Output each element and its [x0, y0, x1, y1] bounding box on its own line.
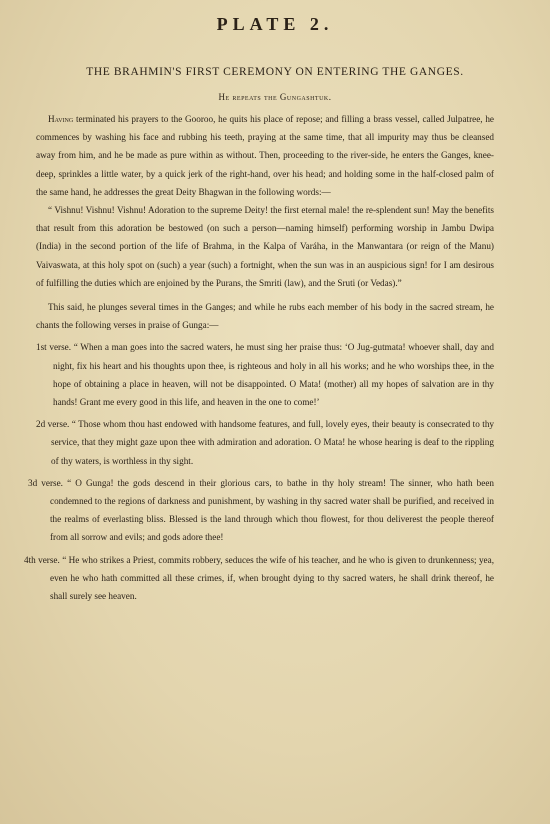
paragraph-2: “ Vishnu! Vishnu! Vishnu! Adoration to the supreme Deity! the first eternal male! the re-splendent sun! May the benefits that result from this adoration be bestowed (on such a person—naming himself) performing worship in Jambu Dwipa (India) in the second portion of the life of Brahma, in the Kalpa of Varáha, in the Manwantara (or reign of the Manu) Vaivaswata, at this holy spot on (such) a year (such) a fortnight, when the sun was in an auspicious sign! for I am desirous of fulfilling the duties which are enjoined by the Purans, the Smriti (law), and the Sruti (or Vedas).”: [36, 205, 494, 288]
verse-label: 1st verse.: [36, 342, 72, 353]
verse-3: [28, 474, 494, 547]
verse-label: 2d verse.: [36, 419, 70, 430]
verse-2: [36, 415, 494, 470]
verse-1: [36, 338, 494, 411]
body-text: [24, 110, 495, 605]
verse-4: [24, 551, 494, 606]
chapter-subheading: He repeats the Gungashtuk.: [218, 92, 332, 102]
chapter-heading: THE BRAHMIN'S FIRST CEREMONY ON ENTERING THE GANGES.: [86, 66, 464, 78]
plate-title: PLATE 2.: [216, 14, 334, 34]
drop-lead-word: Having: [48, 114, 74, 124]
paragraph-1-text: terminated his prayers to the Gooroo, he quits his place of repose; and filling a brass vessel, called Julpatree, he commences by washing his face and rubbing his teeth, praying at the same time, that all impurity may thus be cleansed away from him, and he be made as pure within as without. Then, proceeding to the river-side, he enters the Ganges, knee-deep, sprinkles a little water, by a quick jerk of the right-hand, over his head; and holding some in the half-closed palm of the same hand, he addresses the great Deity Bhagwan in the following words:—: [36, 114, 494, 197]
verse-label: 4th verse.: [24, 554, 60, 565]
verse-text: “ When a man goes into the sacred waters, he must sing her praise thus: ‘O Jug-gutmata! whoever shall, day and night, fix his heart and his thoughts upon thee, is righteous and holy in all his works; and he who worships thee, in the hope of obtaining a place in heaven, will not be disappointed. O Mata! (mother) all my hopes of salvation are in thy hands! Grant me every good in this life, and heaven in the one to come!’: [53, 342, 494, 408]
verse-text: “ O Gunga! the gods descend in their glorious cars, to bathe in thy holy stream! The sinner, who hath been condemned to the regions of darkness and punishment, by washing in thy sacred water shall be purified, and received in the realms of everlasting bliss. Blessed is the land through which thou flowest, for thou deliverest the people thereof from all sorrow and evils; and gods adore thee!: [50, 477, 495, 543]
verse-text: “ He who strikes a Priest, commits robbery, seduces the wife of his teacher, and he who is given to drunkenness; yea, even he who hath committed all these crimes, if, when brought dying to thy sacred waters, he shall drink thereof, he shall surely see heaven.: [50, 554, 495, 602]
paragraph-1: [36, 110, 494, 201]
verse-label: 3d verse.: [28, 477, 63, 488]
paragraph-3: This said, he plunges several times in the Ganges; and while he rubs each member of his body in the sacred stream, he chants the following verses in praise of Gunga:—: [36, 302, 494, 331]
verse-text: “ Those whom thou hast endowed with handsome features, and full, lovely eyes, their beauty is consecrated to thy service, that they might gaze upon thee with admiration and adoration. O Mata! he whose hearing is deaf to the rippling of thy waters, is worthless in thy sight.: [51, 419, 495, 466]
